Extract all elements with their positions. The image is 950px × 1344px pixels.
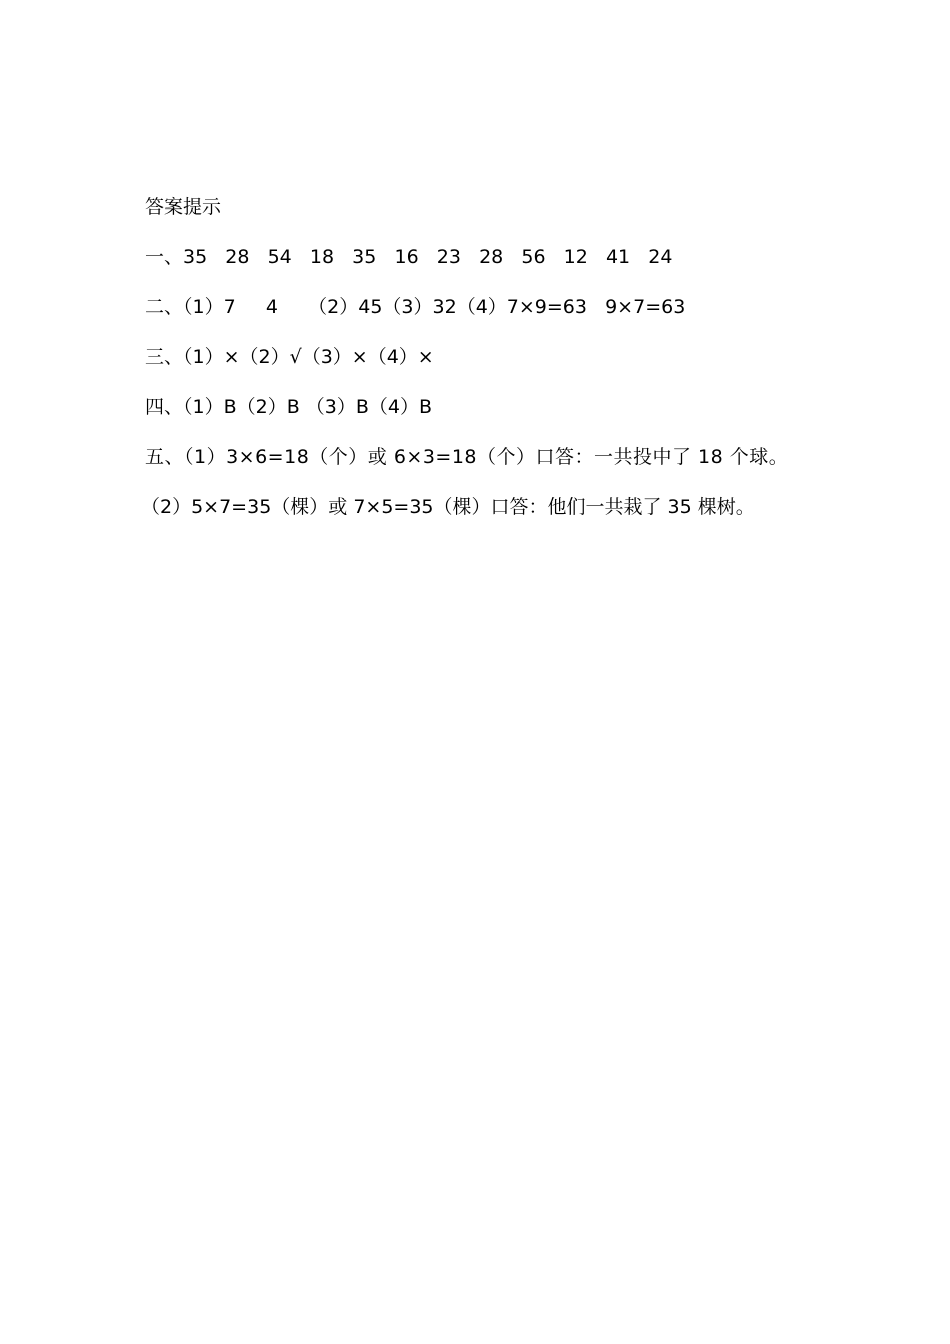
answer-section-four: 四、（1）B（2）B （3）B（4）B bbox=[145, 396, 433, 418]
answer-section-three: 三、（1）×（2）√（3）×（4）× bbox=[145, 346, 434, 368]
answer-section-one: 一、35 28 54 18 35 16 23 28 56 12 41 24 bbox=[145, 246, 673, 268]
page-title: 答案提示 bbox=[145, 196, 222, 218]
answer-section-five-part-two: （2）5×7=35（棵）或 7×5=35（棵）口答：他们一共栽了 35 棵树。 bbox=[141, 496, 755, 518]
answer-section-two: 二、（1）7 4 （2）45（3）32（4）7×9=63 9×7=63 bbox=[145, 296, 686, 318]
answer-content bbox=[141, 182, 845, 532]
answer-section-five: 五、（1）3×6=18（个）或 6×3=18（个）口答：一共投中了 18 个球。 bbox=[145, 446, 789, 468]
